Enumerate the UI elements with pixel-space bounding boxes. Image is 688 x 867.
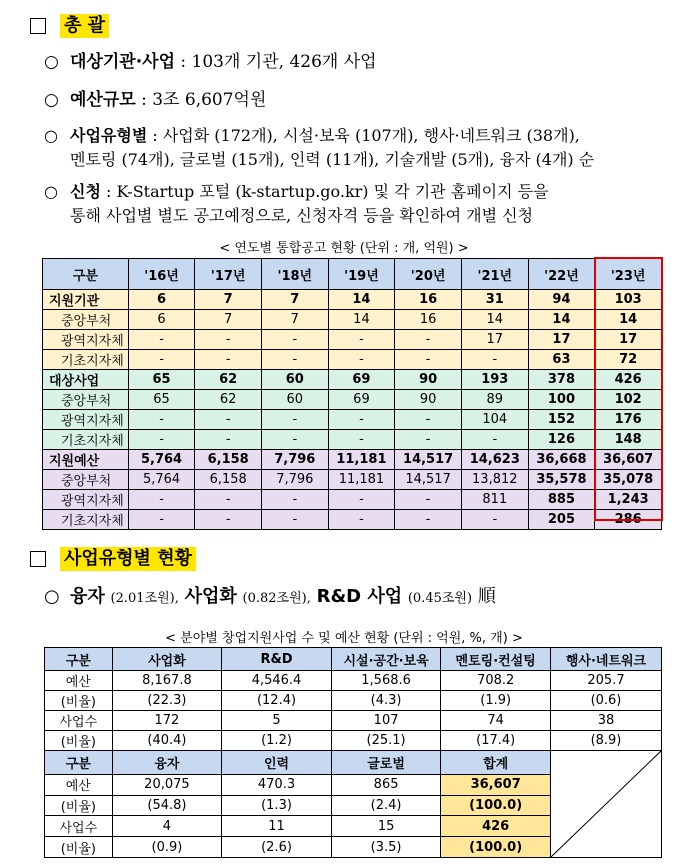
empty-diagonal-cell: [550, 751, 661, 858]
table-row: (비율) (40.4) (1.2) (25.1) (17.4) (8.9): [45, 731, 662, 751]
group-programs: [43, 370, 662, 450]
group-budget: [43, 450, 662, 530]
table2-caption: < 분야별 창업지원사업 수 및 예산 현황 (단위 : 억원, %, 개) >: [165, 631, 523, 646]
table-header-row: 구분 사업화 R&D 시설·공간·보육 멘토링·컨설팅 행사·네트워크: [45, 648, 662, 671]
table-header-row: 구분 '16년 '17년 '18년 '19년 '20년 '21년 '22년 '23년: [43, 259, 662, 290]
bullet-ranking: ○ 융자 (2.01조원), 사업화 (0.82조원), R&D 사업 (0.45조원) 順: [44, 586, 496, 607]
section-title: 사업유형별 현황: [60, 547, 196, 571]
circle-bullet-icon: ○: [44, 182, 58, 201]
table-row: (비율) (54.8) (1.3) (2.4) (100.0): [45, 795, 662, 816]
type-budget-table: [44, 647, 662, 858]
section-title: 총 괄: [60, 14, 109, 38]
table-row: (비율) (22.3) (12.4) (4.3) (1.9) (0.6): [45, 691, 662, 711]
section-heading-by-type: [30, 547, 196, 571]
table-row: 기초지자체 - - - - - - 205 286: [43, 510, 662, 530]
table-row: 광역지자체 - - - - - 104 152 176: [43, 410, 662, 430]
table-row: 예산 8,167.8 4,546.4 1,568.6 708.2 205.7: [45, 671, 662, 691]
table-row: 지원기관 6 7 7 14 16 31 94 103: [43, 290, 662, 310]
table-header-row: 구분 융자 인력 글로벌 합계: [45, 751, 662, 775]
yearly-summary-table: [42, 258, 662, 530]
group-agencies: [43, 290, 662, 370]
table-row: 사업수 4 11 15 426: [45, 816, 662, 837]
table-row: (비율) (0.9) (2.6) (3.5) (100.0): [45, 837, 662, 858]
table-row: 대상사업 65 62 60 69 90 193 378 426: [43, 370, 662, 390]
bullet-types: ○ 사업유형별 : 사업화 (172개), 시설·보육 (107개), 행사·네트워크 (38개), 멘토링 (74개), 글로벌 (15개), 인력 (11개), 기술개발 (5개), 융자 (4개) 순: [44, 126, 595, 169]
circle-bullet-icon: ○: [44, 52, 59, 72]
circle-bullet-icon: ○: [44, 90, 59, 110]
table-row: 기초지자체 - - - - - - 63 72: [43, 350, 662, 370]
table-row: 기초지자체 - - - - - - 126 148: [43, 430, 662, 450]
checkbox-square-icon: [30, 18, 46, 34]
table-row: 중앙부처 65 62 60 69 90 89 100 102: [43, 390, 662, 410]
section-heading-overview: [30, 14, 109, 38]
bullet-budget: ○ 예산규모 : 3조 6,607억원: [44, 90, 267, 110]
highlight-2023-column: [594, 257, 663, 521]
diagonal-line: [551, 751, 661, 857]
table-row: 중앙부처 5,764 6,158 7,796 11,181 14,517 13,812 35,578 35,078: [43, 470, 662, 490]
circle-bullet-icon: ○: [44, 126, 58, 145]
table-row: 예산 20,075 470.3 865 36,607: [45, 774, 662, 795]
table-row: 사업수 172 5 107 74 38: [45, 711, 662, 731]
table-row: 광역지자체 - - - - - 17 17 17: [43, 330, 662, 350]
table1-caption: < 연도별 통합공고 현황 (단위 : 개, 억원) >: [219, 241, 469, 256]
circle-bullet-icon: ○: [44, 586, 60, 607]
table-row: 광역지자체 - - - - - 811 885 1,243: [43, 490, 662, 510]
table-row: 중앙부처 6 7 7 14 16 14 14 14: [43, 310, 662, 330]
table-row: 지원예산 5,764 6,158 7,796 11,181 14,517 14,623 36,668 36,607: [43, 450, 662, 470]
bullet-target: ○ 대상기관·사업 : 103개 기관, 426개 사업: [44, 52, 377, 72]
checkbox-square-icon: [30, 551, 46, 567]
bullet-apply: ○ 신청 : K-Startup 포털 (k-startup.go.kr) 및 각 기관 홈페이지 등을 통해 사업별 별도 공고예정으로, 신청자격 등을 확인하여 개별 신청: [44, 182, 549, 225]
